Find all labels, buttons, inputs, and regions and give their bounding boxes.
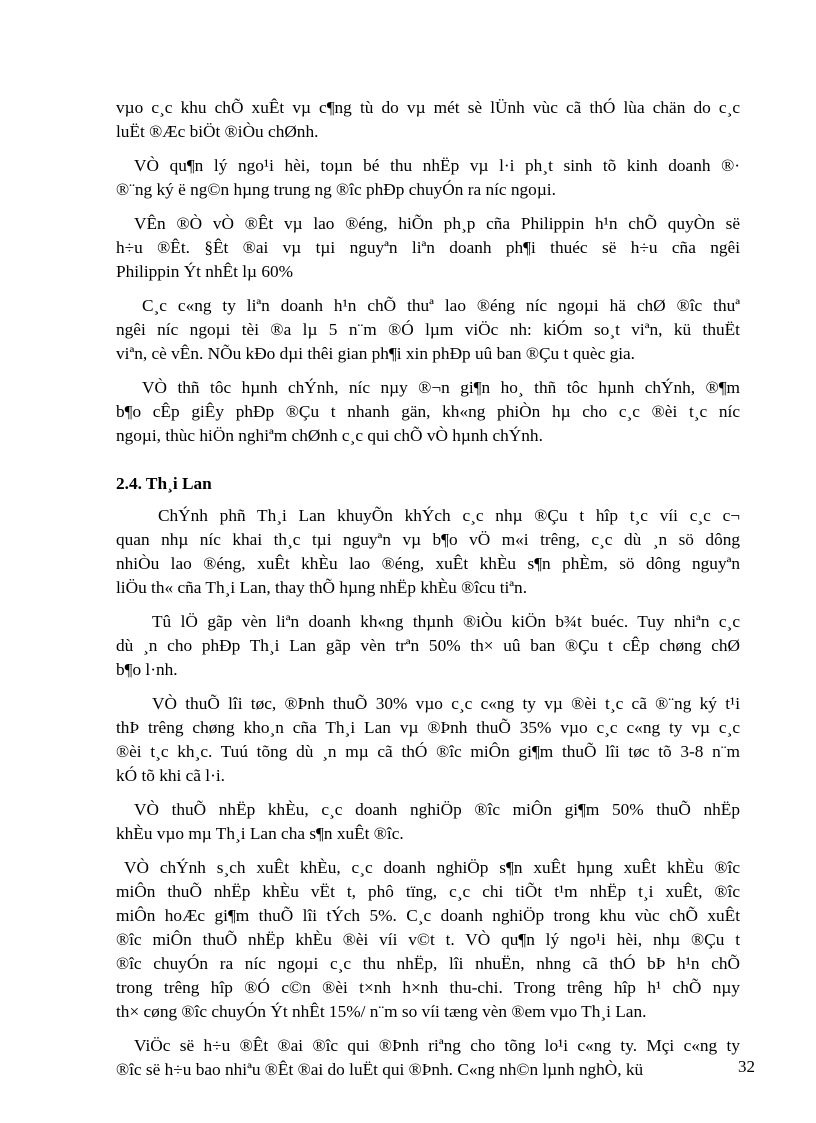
paragraph bbox=[116, 154, 740, 202]
text-line: ViÖc së h÷u ®Êt ®ai ®îc qui ®Þnh riªng cho tõng lo¹i c«ng ty. Mçi c«ng ty bbox=[134, 1036, 740, 1055]
text-line: VÒ thuÕ lîi tøc, ®Þnh thuÕ 30% vµo c¸c c«ng ty vµ ®èi t¸c cã ®¨ng ký t¹i bbox=[152, 694, 740, 713]
text-line: ®îc chuyÓn ra níc ngoµi c¸c thu nhËp, lîi nhuËn, nhng cã thÓ bÞ h¹n chÕ bbox=[116, 954, 740, 973]
paragraph bbox=[116, 1034, 740, 1082]
paragraph bbox=[116, 96, 740, 144]
text-line: ngoµi, thùc hiÖn nghiªm chØnh c¸c qui chÕ vÒ hµnh chÝnh. bbox=[116, 426, 543, 445]
text-line: VÒ chÝnh s¸ch xuÊt khÈu, c¸c doanh nghiÖp s¶n xuÊt hµng xuÊt khÈu ®îc bbox=[124, 858, 740, 877]
text-line: C¸c c«ng ty liªn doanh h¹n chÕ thuª lao ®éng níc ngoµi hä chØ ®îc thuª bbox=[142, 296, 740, 315]
section-heading: 2.4. Th¸i Lan bbox=[116, 474, 212, 493]
text-line: ®¨ng ký ë ng©n hµng trung ng ®îc phÐp chuyÓn ra níc ngoµi. bbox=[116, 180, 556, 199]
text-line: ®îc miÔn thuÕ nhËp khÈu ®èi víi v©t t. VÒ qu¶n lý ngo¹i hèi, nhµ ®Çu t bbox=[116, 930, 740, 949]
text-line: kÓ tõ khi cã l·i. bbox=[116, 766, 225, 785]
text-line: thÞ trêng chøng kho¸n cña Th¸i Lan vµ ®Þnh thuÕ 35% vµo c¸c c«ng ty vµ c¸c bbox=[116, 718, 740, 737]
paragraph bbox=[116, 798, 740, 846]
text-line: th× cøng ®îc chuyÓn Ýt nhÊt 15%/ n¨m so víi tæng vèn ®em vµo Th¸i Lan. bbox=[116, 1002, 647, 1021]
text-line: VÒ thñ tôc hµnh chÝnh, níc nµy ®¬n gi¶n ho¸ thñ tôc hµnh chÝnh, ®¶m bbox=[142, 378, 740, 397]
text-line: ngêi níc ngoµi tèi ®a lµ 5 n¨m ®Ó lµm viÖc nh: kiÓm so¸t viªn, kü thuËt bbox=[116, 320, 740, 339]
paragraph bbox=[116, 504, 740, 600]
paragraph bbox=[116, 692, 740, 788]
document-page bbox=[116, 96, 740, 1092]
text-line: VÒ qu¶n lý ngo¹i hèi, toµn bé thu nhËp vµ l·i ph¸t sinh tõ kinh doanh ®· bbox=[134, 156, 740, 175]
text-line: VÒ thuÕ nhËp khÈu, c¸c doanh nghiÖp ®îc miÔn gi¶m 50% thuÕ nhËp bbox=[134, 800, 740, 819]
text-line: miÔn hoÆc gi¶m thuÕ lîi tÝch 5%. C¸c doanh nghiÖp trong khu vùc chÕ xuÊt bbox=[116, 906, 740, 925]
text-line: khÈu vµo mµ Th¸i Lan cha s¶n xuÊt ®îc. bbox=[116, 824, 404, 843]
text-line: vµo c¸c khu chÕ xuÊt vµ c¶ng tù do vµ mét sè lÜnh vùc cã thÓ lùa chän do c¸c bbox=[116, 98, 740, 117]
text-line: b¶o cÊp giÊy phÐp ®Çu t nhanh gän, kh«ng phiÒn hµ cho c¸c ®èi t¸c níc bbox=[116, 402, 740, 421]
paragraph bbox=[116, 376, 740, 448]
text-line: quan nhµ níc khai th¸c tµi nguyªn vµ b¶o vÖ m«i trêng, c¸c dù ¸n sö dông bbox=[116, 530, 740, 549]
text-line: h÷u ®Êt. §Êt ®ai vµ tµi nguyªn liªn doanh ph¶i thuéc së h÷u cña ngêi bbox=[116, 238, 740, 257]
text-line: ®èi t¸c kh¸c. Tuú tõng dù ¸n mµ cã thÓ ®îc miÔn gi¶m thuÕ lîi tøc tõ 3-8 n¨m bbox=[116, 742, 740, 761]
text-line: liÖu th« cña Th¸i Lan, thay thÕ hµng nhËp khÈu ®îcu tiªn. bbox=[116, 578, 528, 597]
text-line: b¶o l·nh. bbox=[116, 660, 178, 679]
page-number: 32 bbox=[738, 1057, 755, 1076]
paragraph bbox=[116, 294, 740, 366]
text-line: miÔn thuÕ nhËp khÈu vËt t, phô tïng, c¸c chi tiÕt t¹m nhËp t¸i xuÊt, ®îc bbox=[116, 882, 740, 901]
text-line: trong trêng hîp ®Ó c©n ®èi t×nh h×nh thu-chi. Trong trêng hîp h¹ chÕ nµy bbox=[116, 978, 740, 997]
text-line: Tû lÖ gãp vèn liªn doanh kh«ng thµnh ®iÒu kiÖn b¾t buéc. Tuy nhiªn c¸c bbox=[152, 612, 740, 631]
paragraph bbox=[116, 212, 740, 284]
text-line: ChÝnh phñ Th¸i Lan khuyÕn khÝch c¸c nhµ ®Çu t hîp t¸c víi c¸c c¬ bbox=[158, 506, 740, 525]
text-line: viªn, cè vÊn. NÕu kÐo dµi thêi gian ph¶i xin phÐp uû ban ®Çu t quèc gia. bbox=[116, 344, 636, 363]
text-line: luËt ®Æc biÖt ®iÒu chØnh. bbox=[116, 122, 319, 141]
text-line: VÊn ®Ò vÒ ®Êt vµ lao ®éng, hiÕn ph¸p cña Philippin h¹n chÕ quyÒn së bbox=[134, 214, 740, 233]
text-line: dù ¸n cho phÐp Th¸i Lan gãp vèn trªn 50% th× uû ban ®Çu t cÊp chøng chØ bbox=[116, 636, 740, 655]
text-line: nhiÒu lao ®éng, xuÊt khÈu lao ®éng, xuÊt khÈu s¶n phÈm, sö dông nguyªn bbox=[116, 554, 740, 573]
paragraph bbox=[116, 610, 740, 682]
text-line: Philippin Ýt nhÊt lµ 60% bbox=[116, 262, 294, 281]
paragraph bbox=[116, 856, 740, 1024]
text-line: ®îc së h÷u bao nhiªu ®Êt ®ai do luËt qui ®Þnh. C«ng nh©n lµnh nghÒ, kü bbox=[116, 1060, 644, 1079]
